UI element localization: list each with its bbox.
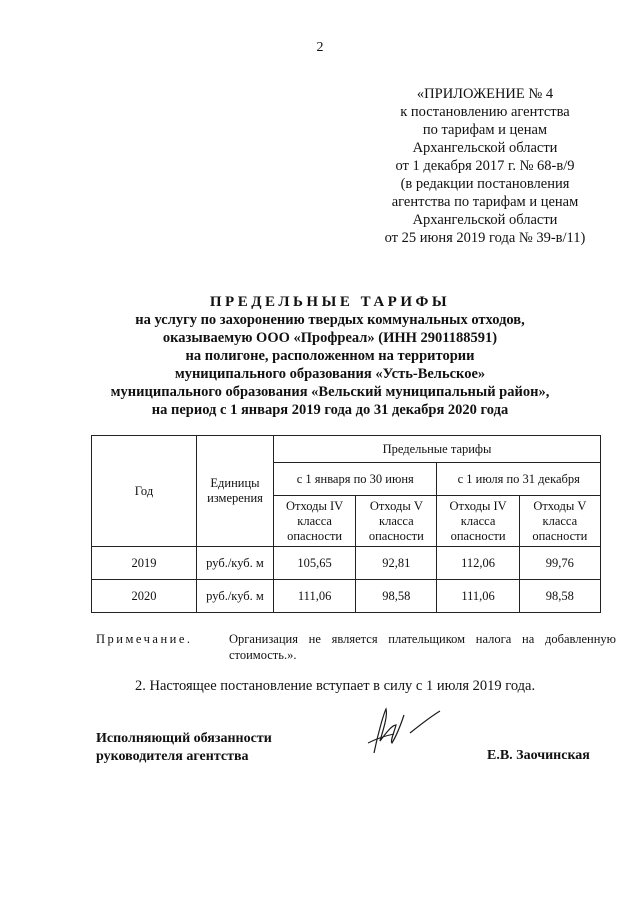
cell-value: 98,58: [519, 580, 600, 613]
appendix-line: от 25 июня 2019 года № 39-в/11): [384, 230, 586, 246]
appendix-block: [355, 85, 615, 247]
appendix-line: по тарифам и ценам: [422, 122, 548, 138]
cell-unit: руб./куб. м: [197, 547, 274, 580]
table-row: [92, 547, 601, 580]
appendix-line: «ПРИЛОЖЕНИЕ № 4: [416, 86, 554, 102]
header-class-iv: Отходы IV класса опасности: [274, 496, 356, 547]
cell-value: 111,06: [274, 580, 356, 613]
cell-year: 2019: [92, 547, 197, 580]
heading-line: муниципального образования «Усть-Вельское»: [174, 366, 486, 382]
note-text: Организация не является плательщиком налога на добавленную стоимость.».: [229, 632, 616, 662]
header-class-v: Отходы V класса опасности: [356, 496, 437, 547]
cell-value: 98,58: [356, 580, 437, 613]
cell-unit: руб./куб. м: [197, 580, 274, 613]
header-year: Год: [92, 436, 197, 547]
heading-line: оказываемую ООО «Профреал» (ИНН 2901188591): [162, 330, 498, 346]
header-class-iv: Отходы IV класса опасности: [437, 496, 519, 547]
header-period-1: с 1 января по 30 июня: [274, 463, 437, 496]
appendix-line: к постановлению агентства: [400, 104, 570, 120]
appendix-line: (в редакции постановления: [400, 176, 570, 192]
header-limit-tariffs: Предельные тарифы: [274, 436, 601, 463]
position-line: Исполняющий обязанности: [96, 731, 272, 746]
appendix-line: агентства по тарифам и ценам: [391, 194, 579, 210]
cell-value: 92,81: [356, 547, 437, 580]
header-period-2: с 1 июля по 31 декабря: [437, 463, 601, 496]
appendix-line: Архангельской области: [412, 212, 558, 228]
heading-line: на период с 1 января 2019 года до 31 декабря 2020 года: [151, 402, 509, 418]
note-label: Примечание.: [96, 632, 193, 646]
heading-line: на услугу по захоронению твердых коммунальных отходов,: [135, 312, 525, 328]
tariff-table: [91, 435, 601, 613]
signatory-name: Е.В. Заочинская: [487, 748, 590, 763]
table-row: [92, 580, 601, 613]
heading-line: на полигоне, расположенном на территории: [185, 348, 475, 364]
heading-line: муниципального образования «Вельский муниципальный район»,: [110, 384, 550, 400]
signatory-position: [96, 730, 272, 766]
cell-value: 105,65: [274, 547, 356, 580]
appendix-line: от 1 декабря 2017 г. № 68-в/9: [395, 158, 575, 174]
appendix-line: Архангельской области: [412, 140, 558, 156]
cell-value: 99,76: [519, 547, 600, 580]
handwritten-signature: [360, 703, 450, 758]
cell-value: 112,06: [437, 547, 519, 580]
note-block: [96, 631, 616, 663]
cell-year: 2020: [92, 580, 197, 613]
effective-date-paragraph: 2. Настоящее постановление вступает в силу с 1 июля 2019 года.: [135, 678, 536, 694]
document-heading: [60, 293, 600, 419]
page-number: 2: [316, 40, 324, 55]
header-units: Единицы измерения: [197, 436, 274, 547]
cell-value: 111,06: [437, 580, 519, 613]
document-title: ПРЕДЕЛЬНЫЕ ТАРИФЫ: [209, 294, 451, 310]
header-class-v: Отходы V класса опасности: [519, 496, 600, 547]
position-line: руководителя агентства: [96, 749, 249, 764]
